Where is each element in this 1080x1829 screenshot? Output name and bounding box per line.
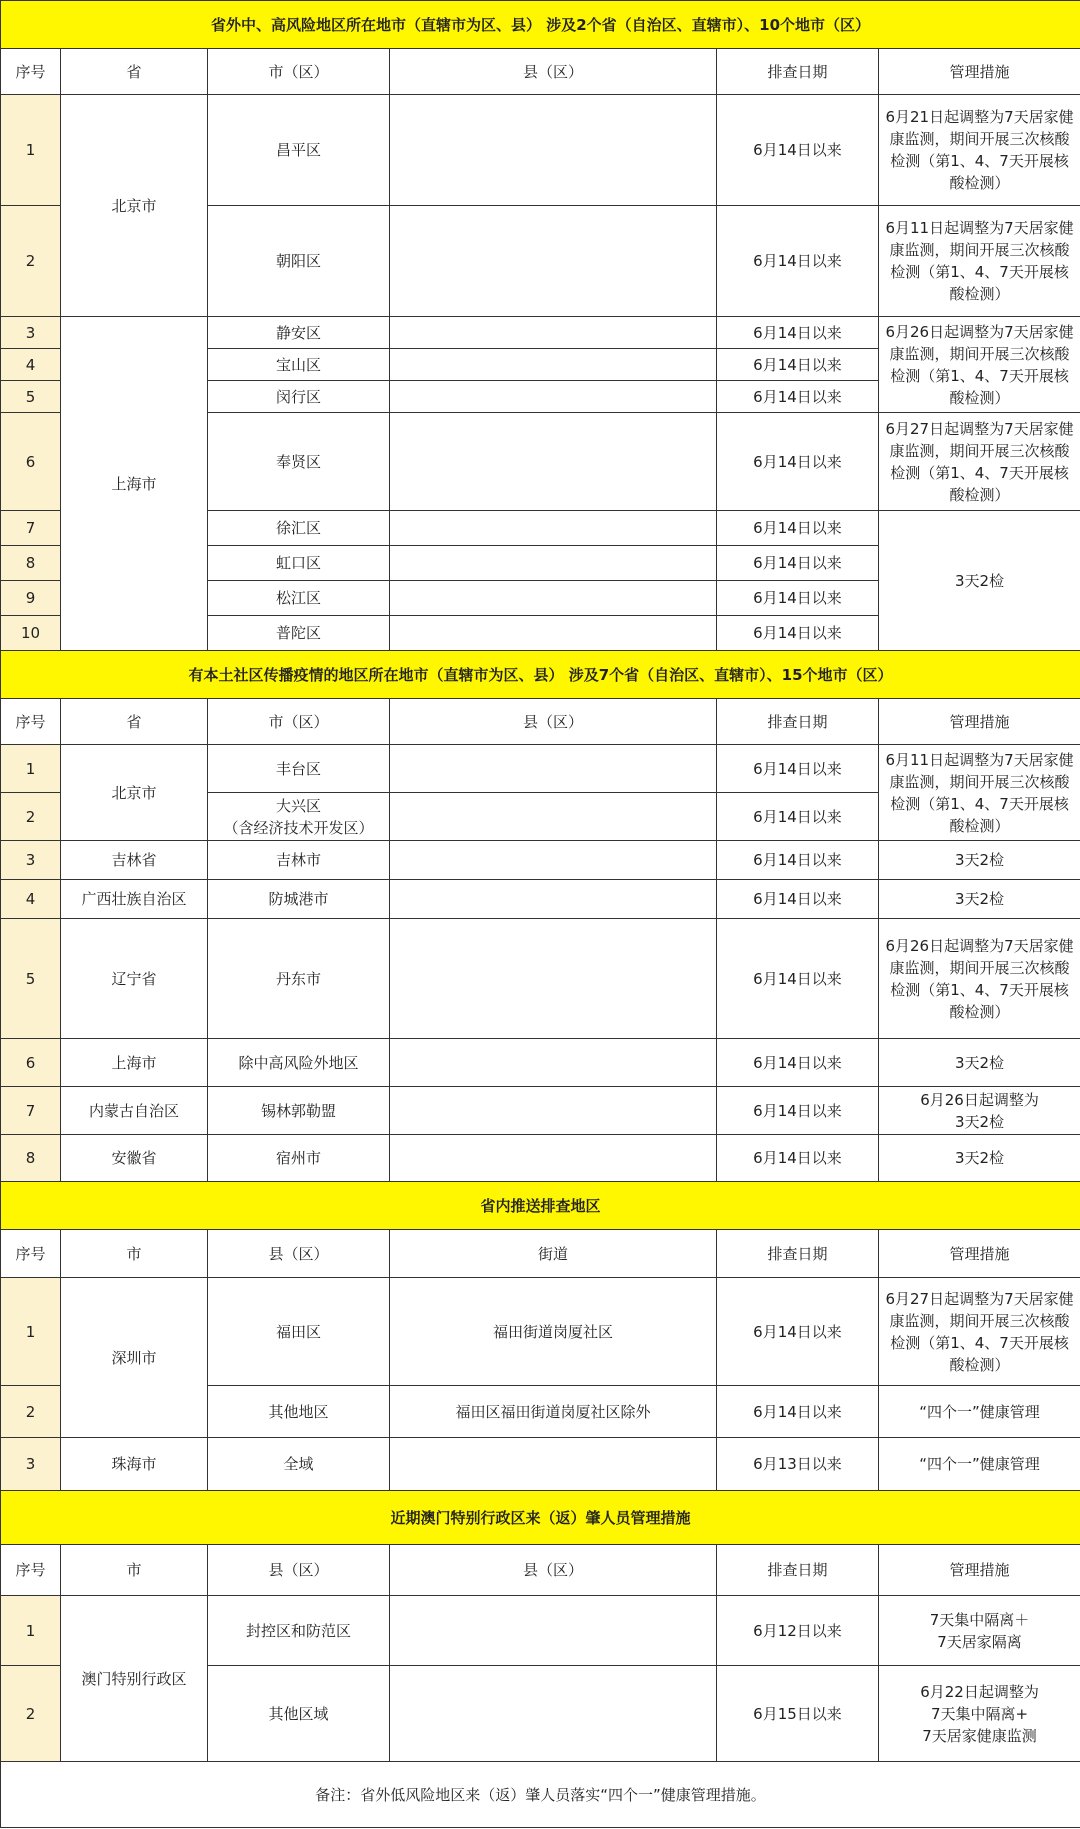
county-cell: 福田区 <box>208 1278 390 1386</box>
date-cell: 6月14日以来 <box>717 381 879 413</box>
section-title: 省外中、高风险地区所在地市（直辖市为区、县） 涉及2个省（自治区、直辖市）、10个地市（区） <box>1 1 1080 49</box>
row-number: 7 <box>1 1087 61 1135</box>
district-cell: 静安区 <box>208 317 390 349</box>
measure-cell: 7天集中隔离＋ 7天居家隔离 <box>879 1596 1080 1666</box>
col-header-province: 省 <box>61 49 208 95</box>
row-number: 4 <box>1 880 61 919</box>
date-cell: 6月14日以来 <box>717 317 879 349</box>
date-cell: 6月15日以来 <box>717 1666 879 1762</box>
measure-cell: “四个一”健康管理 <box>879 1438 1080 1491</box>
measure-cell: 6月11日起调整为7天居家健康监测，期间开展三次核酸检测（第1、4、7天开展核酸检测） <box>879 206 1080 317</box>
row-number: 9 <box>1 581 61 616</box>
row-number: 8 <box>1 546 61 581</box>
province-cell: 广西壮族自治区 <box>61 880 208 919</box>
date-cell: 6月14日以来 <box>717 1087 879 1135</box>
district-cell: 朝阳区 <box>208 206 390 317</box>
county-cell-2 <box>390 1666 717 1762</box>
measure-cell: 3天2检 <box>879 1135 1080 1182</box>
county-cell <box>390 349 717 381</box>
province-cell: 北京市 <box>61 745 208 841</box>
district-cell: 普陀区 <box>208 616 390 651</box>
county-cell: 封控区和防范区 <box>208 1596 390 1666</box>
col-header-province: 省 <box>61 699 208 745</box>
district-cell: 闵行区 <box>208 381 390 413</box>
col-header-date: 排查日期 <box>717 1545 879 1596</box>
date-cell: 6月14日以来 <box>717 1135 879 1182</box>
col-header-county-2: 县（区） <box>390 1545 717 1596</box>
district-cell: 锡林郭勒盟 <box>208 1087 390 1135</box>
county-cell <box>390 793 717 841</box>
date-cell: 6月13日以来 <box>717 1438 879 1491</box>
district-cell: 虹口区 <box>208 546 390 581</box>
col-header-county: 县（区） <box>208 1230 390 1278</box>
measure-cell: 3天2检 <box>879 841 1080 880</box>
col-header-measure: 管理措施 <box>879 1545 1080 1596</box>
date-cell: 6月14日以来 <box>717 1039 879 1087</box>
measure-cell: 6月26日起调整为 3天2检 <box>879 1087 1080 1135</box>
date-cell: 6月14日以来 <box>717 349 879 381</box>
section-title: 有本土社区传播疫情的地区所在地市（直辖市为区、县） 涉及7个省（自治区、直辖市）、15个地市（区） <box>1 651 1080 699</box>
street-cell: 福田区福田街道岗厦社区除外 <box>390 1386 717 1438</box>
col-header-date: 排查日期 <box>717 1230 879 1278</box>
county-cell <box>390 581 717 616</box>
city-cell: 澳门特别行政区 <box>61 1596 208 1762</box>
measure-cell: 6月21日起调整为7天居家健康监测，期间开展三次核酸检测（第1、4、7天开展核酸检测） <box>879 95 1080 206</box>
county-cell <box>390 745 717 793</box>
date-cell: 6月14日以来 <box>717 546 879 581</box>
measure-cell: 6月11日起调整为7天居家健康监测，期间开展三次核酸检测（第1、4、7天开展核酸检测） <box>879 745 1080 841</box>
district-cell: 大兴区 （含经济技术开发区） <box>208 793 390 841</box>
section-title: 近期澳门特别行政区来（返）肇人员管理措施 <box>1 1491 1080 1545</box>
col-header-city-district: 市（区） <box>208 699 390 745</box>
district-cell: 宝山区 <box>208 349 390 381</box>
date-cell: 6月14日以来 <box>717 413 879 511</box>
district-cell: 防城港市 <box>208 880 390 919</box>
col-header-seq: 序号 <box>1 1545 61 1596</box>
county-cell <box>390 511 717 546</box>
district-cell: 昌平区 <box>208 95 390 206</box>
col-header-seq: 序号 <box>1 699 61 745</box>
county-cell <box>390 413 717 511</box>
date-cell: 6月14日以来 <box>717 1278 879 1386</box>
county-cell <box>390 206 717 317</box>
county-cell <box>390 919 717 1039</box>
col-header-measure: 管理措施 <box>879 1230 1080 1278</box>
measure-cell: 6月27日起调整为7天居家健康监测，期间开展三次核酸检测（第1、4、7天开展核酸检测） <box>879 1278 1080 1386</box>
row-number: 1 <box>1 95 61 206</box>
district-cell: 松江区 <box>208 581 390 616</box>
district-cell: 除中高风险外地区 <box>208 1039 390 1087</box>
row-number: 1 <box>1 745 61 793</box>
province-cell: 辽宁省 <box>61 919 208 1039</box>
col-header-county: 县（区） <box>390 699 717 745</box>
row-number: 2 <box>1 206 61 317</box>
measure-cell: 6月22日起调整为 7天集中隔离+ 7天居家健康监测 <box>879 1666 1080 1762</box>
row-number: 1 <box>1 1596 61 1666</box>
date-cell: 6月12日以来 <box>717 1596 879 1666</box>
row-number: 5 <box>1 919 61 1039</box>
footnote: 备注：省外低风险地区来（返）肇人员落实“四个一”健康管理措施。 <box>1 1762 1080 1828</box>
row-number: 1 <box>1 1278 61 1386</box>
section-title: 省内推送排查地区 <box>1 1182 1080 1230</box>
col-header-date: 排查日期 <box>717 49 879 95</box>
measure-cell: 3天2检 <box>879 1039 1080 1087</box>
county-cell <box>390 381 717 413</box>
county-cell <box>390 546 717 581</box>
province-cell: 吉林省 <box>61 841 208 880</box>
col-header-county: 县（区） <box>208 1545 390 1596</box>
row-number: 7 <box>1 511 61 546</box>
row-number: 5 <box>1 381 61 413</box>
county-cell: 全域 <box>208 1438 390 1491</box>
county-cell <box>390 616 717 651</box>
col-header-date: 排查日期 <box>717 699 879 745</box>
date-cell: 6月14日以来 <box>717 95 879 206</box>
date-cell: 6月14日以来 <box>717 511 879 546</box>
col-header-street: 街道 <box>390 1230 717 1278</box>
county-cell <box>390 880 717 919</box>
col-header-seq: 序号 <box>1 1230 61 1278</box>
county-cell <box>390 1087 717 1135</box>
measure-cell: 3天2检 <box>879 511 1080 651</box>
col-header-city-district: 市（区） <box>208 49 390 95</box>
county-cell: 其他地区 <box>208 1386 390 1438</box>
county-cell <box>390 317 717 349</box>
date-cell: 6月14日以来 <box>717 841 879 880</box>
date-cell: 6月14日以来 <box>717 206 879 317</box>
date-cell: 6月14日以来 <box>717 581 879 616</box>
col-header-county: 县（区） <box>390 49 717 95</box>
province-cell: 北京市 <box>61 95 208 317</box>
col-header-seq: 序号 <box>1 49 61 95</box>
province-cell: 上海市 <box>61 317 208 651</box>
row-number: 2 <box>1 1666 61 1762</box>
measure-cell: “四个一”健康管理 <box>879 1386 1080 1438</box>
city-cell: 深圳市 <box>61 1278 208 1438</box>
county-cell <box>390 1039 717 1087</box>
county-cell <box>390 95 717 206</box>
row-number: 6 <box>1 413 61 511</box>
col-header-city: 市 <box>61 1545 208 1596</box>
col-header-measure: 管理措施 <box>879 49 1080 95</box>
province-cell: 内蒙古自治区 <box>61 1087 208 1135</box>
col-header-city: 市 <box>61 1230 208 1278</box>
row-number: 3 <box>1 841 61 880</box>
measure-cell: 6月27日起调整为7天居家健康监测，期间开展三次核酸检测（第1、4、7天开展核酸检测） <box>879 413 1080 511</box>
date-cell: 6月14日以来 <box>717 793 879 841</box>
row-number: 4 <box>1 349 61 381</box>
county-cell: 其他区域 <box>208 1666 390 1762</box>
district-cell: 丰台区 <box>208 745 390 793</box>
province-cell: 上海市 <box>61 1039 208 1087</box>
city-cell: 珠海市 <box>61 1438 208 1491</box>
district-cell: 丹东市 <box>208 919 390 1039</box>
row-number: 2 <box>1 1386 61 1438</box>
district-cell: 奉贤区 <box>208 413 390 511</box>
county-cell <box>390 1135 717 1182</box>
row-number: 6 <box>1 1039 61 1087</box>
row-number: 3 <box>1 317 61 349</box>
col-header-measure: 管理措施 <box>879 699 1080 745</box>
date-cell: 6月14日以来 <box>717 880 879 919</box>
date-cell: 6月14日以来 <box>717 616 879 651</box>
county-cell <box>390 841 717 880</box>
date-cell: 6月14日以来 <box>717 1386 879 1438</box>
row-number: 8 <box>1 1135 61 1182</box>
measure-cell: 6月26日起调整为7天居家健康监测，期间开展三次核酸检测（第1、4、7天开展核酸检测） <box>879 317 1080 413</box>
county-cell-2 <box>390 1596 717 1666</box>
district-cell: 宿州市 <box>208 1135 390 1182</box>
measure-cell: 3天2检 <box>879 880 1080 919</box>
district-cell: 吉林市 <box>208 841 390 880</box>
province-cell: 安徽省 <box>61 1135 208 1182</box>
district-cell: 徐汇区 <box>208 511 390 546</box>
row-number: 10 <box>1 616 61 651</box>
street-cell: 福田街道岗厦社区 <box>390 1278 717 1386</box>
date-cell: 6月14日以来 <box>717 919 879 1039</box>
row-number: 3 <box>1 1438 61 1491</box>
measure-cell: 6月26日起调整为7天居家健康监测，期间开展三次核酸检测（第1、4、7天开展核酸检测） <box>879 919 1080 1039</box>
row-number: 2 <box>1 793 61 841</box>
street-cell <box>390 1438 717 1491</box>
date-cell: 6月14日以来 <box>717 745 879 793</box>
